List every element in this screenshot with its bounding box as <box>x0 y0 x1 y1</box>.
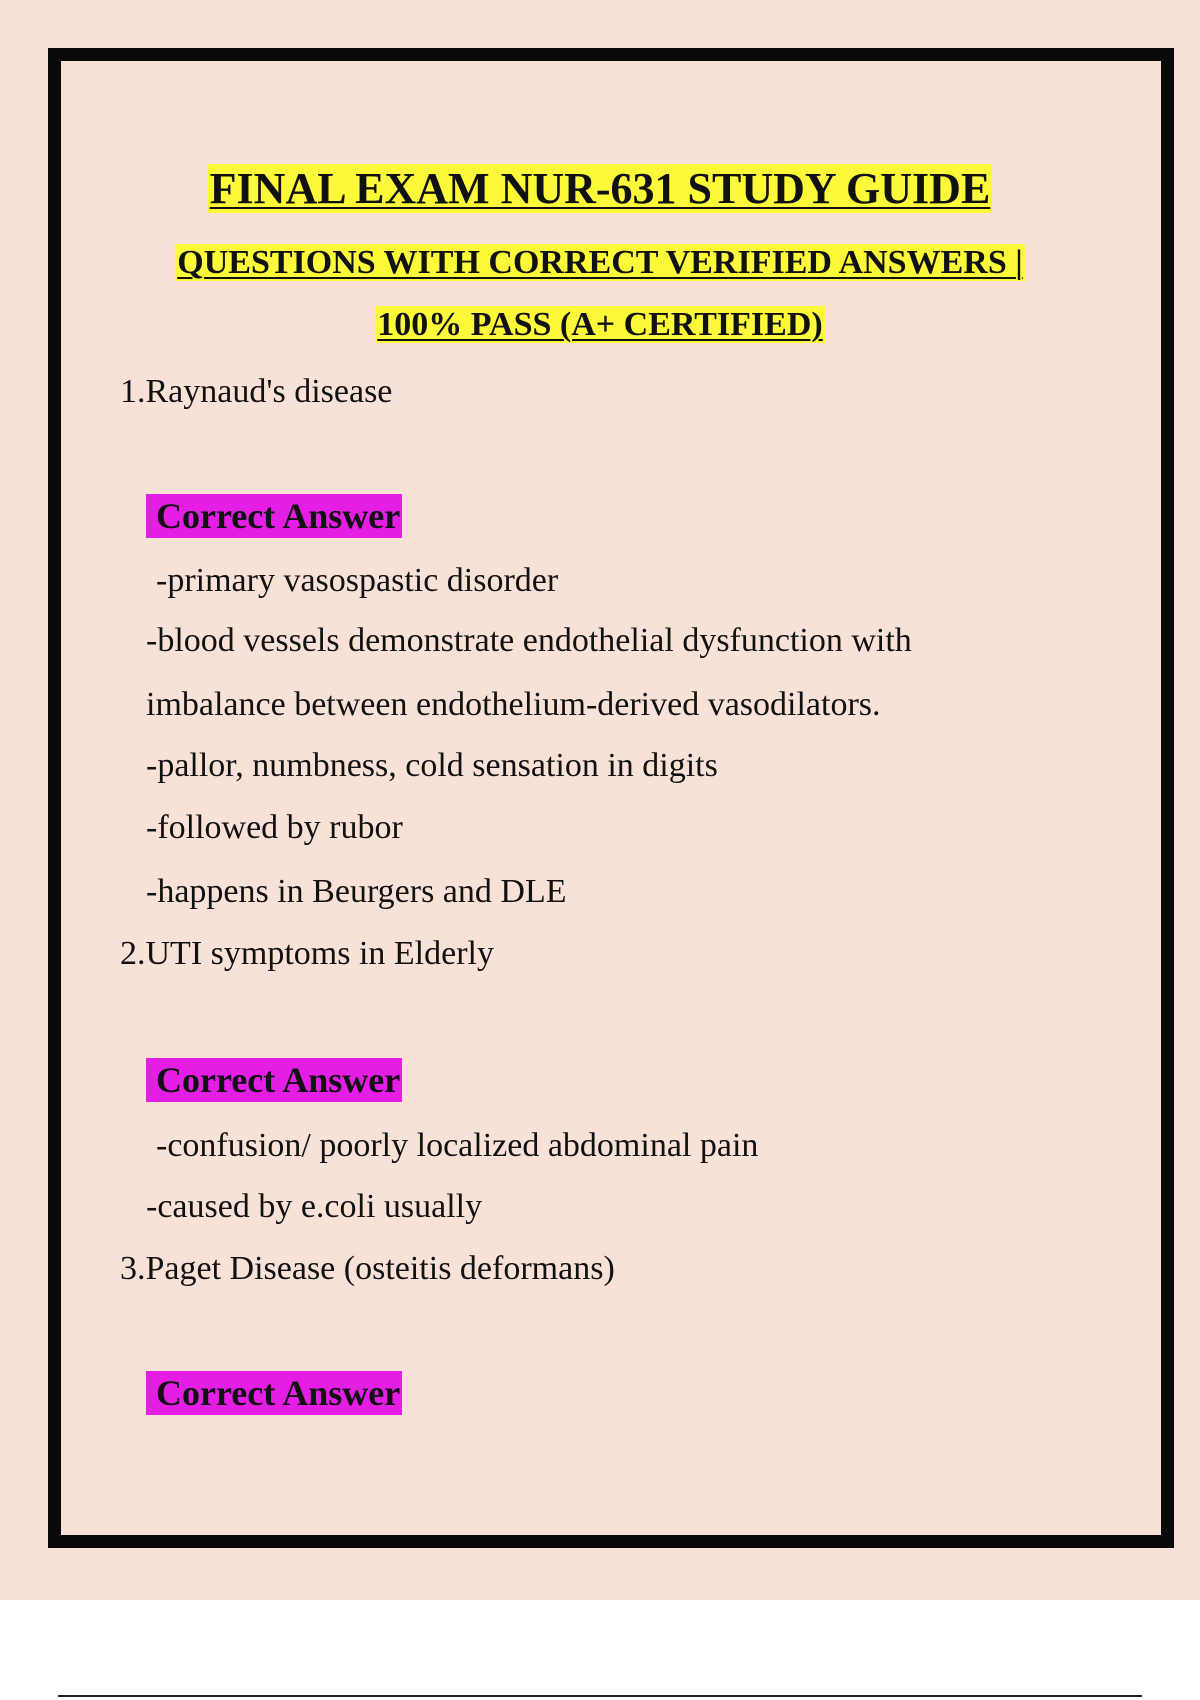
answer-1-line-5: -followed by rubor <box>146 809 403 846</box>
question-3: 3.Paget Disease (osteitis deformans) <box>120 1250 615 1287</box>
document-title: FINAL EXAM NUR-631 STUDY GUIDE <box>209 164 991 213</box>
answer-1-line-2: -blood vessels demonstrate endothelial dysfunction with <box>146 622 912 659</box>
answer-2-line-2: -caused by e.coli usually <box>146 1188 483 1225</box>
footer-rule <box>58 1695 1142 1697</box>
answer-1-line-6: -happens in Beurgers and DLE <box>146 873 567 910</box>
document-subtitle-line-2: 100% PASS (A+ CERTIFIED) <box>377 306 823 343</box>
correct-answer-badge-1: Correct Answer <box>146 494 402 538</box>
question-2: 2.UTI symptoms in Elderly <box>120 935 494 972</box>
answer-1-line-3: imbalance between endothelium-derived vasodilators. <box>146 686 881 723</box>
answer-1-line-1: -primary vasospastic disorder <box>156 562 559 599</box>
question-1: 1.Raynaud's disease <box>120 373 393 410</box>
document-subtitle-line-1: QUESTIONS WITH CORRECT VERIFIED ANSWERS | <box>177 244 1023 281</box>
answer-2-line-1: -confusion/ poorly localized abdominal pain <box>156 1127 759 1164</box>
correct-answer-badge-2: Correct Answer <box>146 1058 402 1102</box>
answer-1-line-4: -pallor, numbness, cold sensation in digits <box>146 747 718 784</box>
correct-answer-badge-3: Correct Answer <box>146 1371 402 1415</box>
